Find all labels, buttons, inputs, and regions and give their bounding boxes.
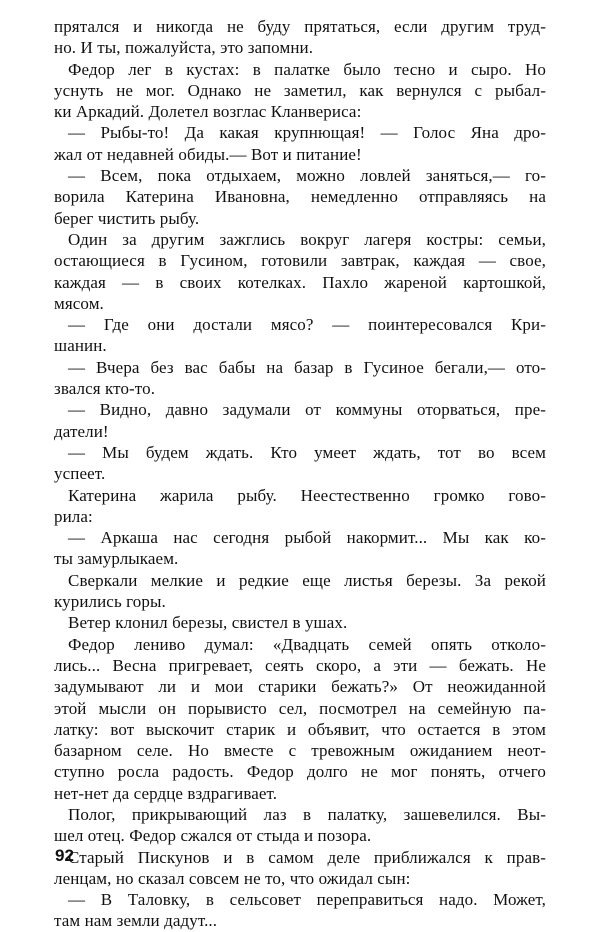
text-line: лись... Весна пригревает, сеять скоро, а эти — бежать. Не: [54, 655, 546, 675]
text-line: успеет.: [54, 464, 106, 484]
text-line: жал от недавней обиды.— Вот и питание!: [54, 144, 362, 164]
text-line: — Аркаша нас сегодня рыбой накормит... Мы как ко-: [68, 528, 546, 548]
text-line: ты замурлыкаем.: [54, 549, 179, 569]
page-number: 92: [55, 846, 74, 865]
text-line: Федор лег в кустах: в палатке было тесно и сыро. Но: [68, 59, 546, 79]
text-line: Ветер клонил березы, свистел в ушах.: [68, 613, 348, 633]
text-line: мясом.: [54, 293, 104, 313]
text-line: этой мысли он порывисто сел, посмотрел на семейную па-: [54, 698, 546, 718]
text-line: шанин.: [54, 336, 107, 356]
text-line: задумывают ли и мои старики бежать?» От неожиданной: [54, 677, 546, 697]
text-line: — В Таловку, в сельсовет переправиться надо. Может,: [68, 890, 546, 910]
text-line: — Рыбы-то! Да какая крупнющая! — Голос Яна дро-: [68, 123, 546, 143]
text-line: Один за другим зажглись вокруг лагеря костры: семьи,: [68, 229, 546, 249]
text-line: нет-нет да сердце вздрагивает.: [54, 783, 278, 803]
text-line: шел отец. Федор сжался от стыда и позора.: [54, 826, 372, 846]
text-line: Катерина жарила рыбу. Неестественно громко гово-: [68, 485, 546, 505]
text-line: курились горы.: [54, 592, 166, 612]
text-line: Старый Пискунов и в самом деле приближался к прав-: [68, 847, 546, 867]
text-line: берег чистить рыбу.: [54, 208, 200, 228]
text-line: — Где они достали мясо? — поинтересовался Кри-: [68, 315, 546, 335]
text-line: там нам земли дадут...: [54, 911, 218, 931]
text-line: но. И ты, пожалуйста, это запомни.: [54, 38, 314, 58]
text-line: ки Аркадий. Долетел возглас Кланвериса:: [54, 102, 362, 122]
text-line: ленцам, но сказал совсем не то, что ожидал сын:: [54, 868, 411, 888]
text-line: ворила Катерина Ивановна, немедленно отправляясь на: [54, 187, 546, 207]
text-line: Сверкали мелкие и редкие еще листья березы. За рекой: [68, 570, 546, 590]
text-line: датели!: [54, 421, 109, 441]
text-line: каждая — в своих котелках. Пахло жареной картошкой,: [54, 272, 546, 292]
text-line: базарном селе. Но вместе с тревожным ожиданием неот-: [54, 741, 546, 761]
text-line: ступно росла радость. Федор долго не мог понять, отчего: [54, 762, 546, 782]
text-line: Федор лениво думал: «Двадцать семей опять отколо-: [68, 634, 546, 654]
text-line: рила:: [54, 506, 93, 526]
body-text: [54, 16, 546, 932]
text-line: латку: вот выскочит старик и объявит, что остается в этом: [54, 719, 546, 739]
text-line: — Всем, пока отдыхаем, можно ловлей заняться,— го-: [68, 166, 546, 186]
text-line: — Видно, давно задумали от коммуны оторваться, пре-: [68, 400, 546, 420]
text-line: Полог, прикрывающий лаз в палатку, зашевелился. Вы-: [68, 804, 546, 824]
text-line: остающиеся в Гусином, готовили завтрак, каждая — свое,: [54, 251, 546, 271]
text-line: — Мы будем ждать. Кто умеет ждать, тот во всем: [68, 442, 546, 462]
text-line: прятался и никогда не буду прятаться, если другим труд-: [54, 17, 546, 36]
text-line: — Вчера без вас бабы на базар в Гусиное бегали,— ото-: [68, 357, 546, 377]
text-line: звался кто-то.: [54, 379, 156, 399]
text-line: уснуть не мог. Однако не заметил, как вернулся с рыбал-: [54, 80, 546, 100]
